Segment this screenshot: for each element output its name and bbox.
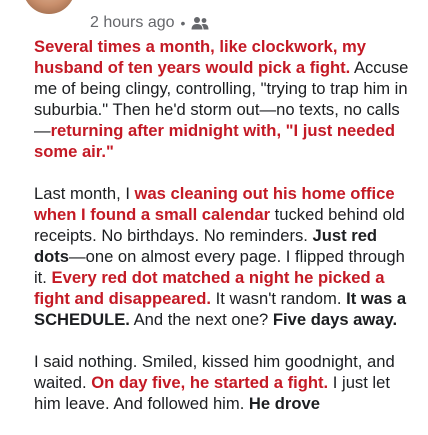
post-paragraph bbox=[34, 183, 414, 330]
post-meta bbox=[90, 12, 209, 34]
text-segment: Just red dots bbox=[34, 226, 378, 266]
text-segment: Accuse me of being clingy, controlling, "trying to trap him in suburbia." Then he'd storm out—no texts, no calls— bbox=[34, 58, 409, 140]
post-body bbox=[34, 36, 414, 435]
text-segment: I just let him leave. And followed him. bbox=[34, 373, 390, 413]
text-segment: Last month, I bbox=[34, 184, 135, 203]
text-segment: It wasn't random. bbox=[211, 289, 347, 308]
text-segment: I said nothing. Smiled, kissed him goodnight, and waited. bbox=[34, 352, 395, 392]
text-segment: Several times a month, like clockwork, my husband of ten years would pick a fight. bbox=[34, 37, 367, 77]
post-header bbox=[0, 0, 428, 38]
post-paragraph bbox=[34, 351, 414, 414]
text-segment: It was a SCHEDULE. bbox=[34, 289, 407, 329]
text-segment: returning after midnight with, "I just needed some air." bbox=[34, 121, 395, 161]
text-segment: He drove bbox=[248, 394, 320, 413]
friends-icon[interactable] bbox=[191, 16, 209, 30]
text-segment: was cleaning out his home office when I found a small calendar bbox=[34, 184, 395, 224]
post-timestamp[interactable]: 2 hours ago bbox=[90, 14, 175, 31]
text-segment: And the next one? bbox=[129, 310, 273, 329]
post-paragraph bbox=[34, 36, 414, 162]
meta-separator: • bbox=[180, 15, 186, 31]
text-segment: tucked behind old receipts. No birthdays. No reminders. bbox=[34, 205, 405, 245]
text-segment: —one on almost every page. I flipped through it. bbox=[34, 247, 405, 287]
avatar[interactable] bbox=[21, 0, 77, 16]
text-segment: On day five, he started a fight. bbox=[91, 373, 329, 392]
text-segment: Five days away. bbox=[272, 310, 398, 329]
text-segment: Every red dot matched a night he picked a fight and disappeared. bbox=[34, 268, 385, 308]
